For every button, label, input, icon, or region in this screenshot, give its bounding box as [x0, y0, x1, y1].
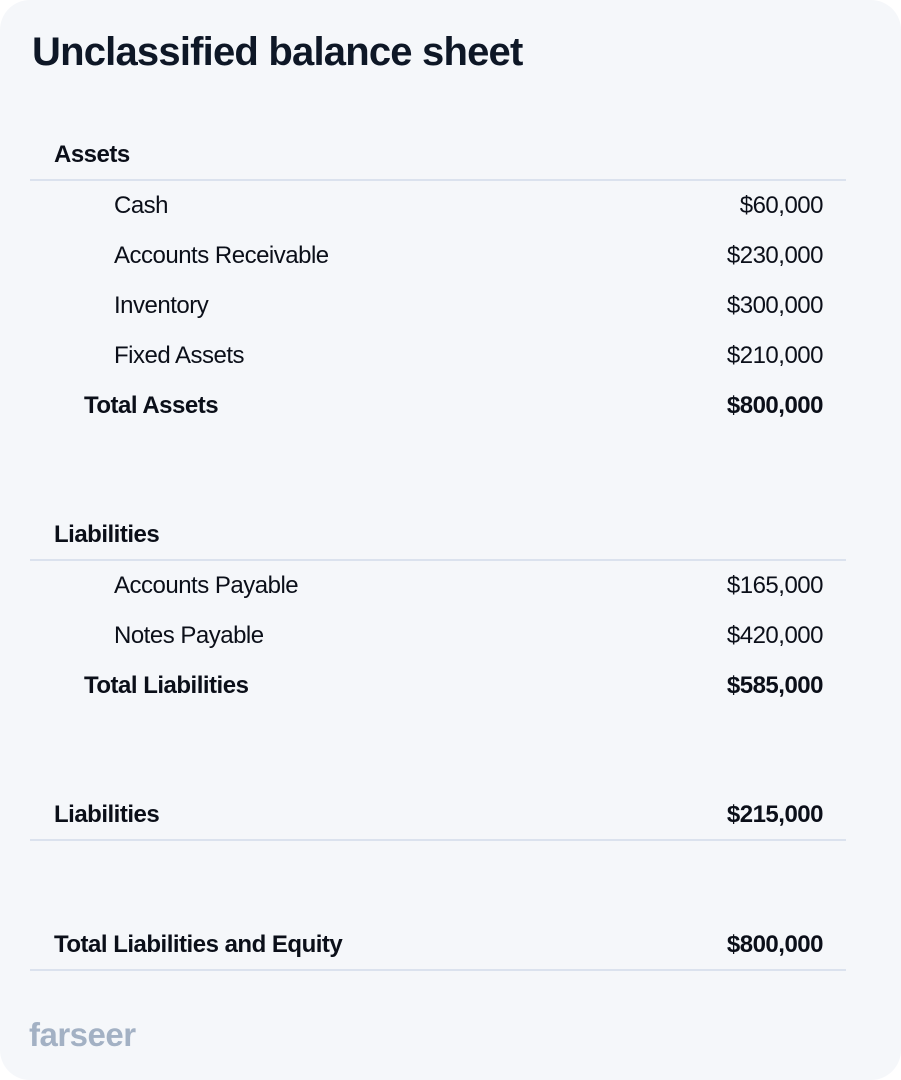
table-row	[30, 611, 846, 661]
balance-sheet-table	[30, 131, 846, 971]
total-label: Total Liabilities	[84, 672, 249, 699]
section-heading: Assets	[54, 141, 130, 168]
grand-total-row	[30, 921, 846, 971]
row-label: Fixed Assets	[114, 342, 245, 369]
total-value: $800,000	[726, 392, 823, 419]
liabilities-header	[30, 511, 846, 561]
row-label: Cash	[114, 192, 169, 219]
row-label: Accounts Payable	[114, 572, 299, 599]
row-value: $60,000	[739, 192, 823, 219]
row-value: $210,000	[726, 342, 823, 369]
assets-header	[30, 131, 846, 181]
equity-label: Liabilities	[54, 801, 160, 828]
table-row	[30, 331, 846, 381]
section-heading: Liabilities	[54, 521, 160, 548]
table-row	[30, 181, 846, 231]
total-assets-row	[30, 381, 846, 431]
grand-total-value: $800,000	[726, 931, 823, 958]
row-value: $230,000	[726, 242, 823, 269]
page-title: Unclassified balance sheet	[32, 30, 523, 74]
equity-value: $215,000	[726, 801, 823, 828]
table-row	[30, 561, 846, 611]
table-row	[30, 281, 846, 331]
total-value: $585,000	[726, 672, 823, 699]
total-liabilities-row	[30, 661, 846, 711]
farseer-logo: farseer	[29, 1016, 136, 1053]
row-value: $165,000	[726, 572, 823, 599]
row-label: Accounts Receivable	[114, 242, 329, 269]
equity-row	[30, 791, 846, 841]
row-value: $420,000	[726, 622, 823, 649]
grand-total-label: Total Liabilities and Equity	[54, 931, 343, 958]
total-label: Total Assets	[84, 392, 219, 419]
row-label: Notes Payable	[114, 622, 264, 649]
table-row	[30, 231, 846, 281]
row-label: Inventory	[114, 292, 209, 319]
row-value: $300,000	[726, 292, 823, 319]
